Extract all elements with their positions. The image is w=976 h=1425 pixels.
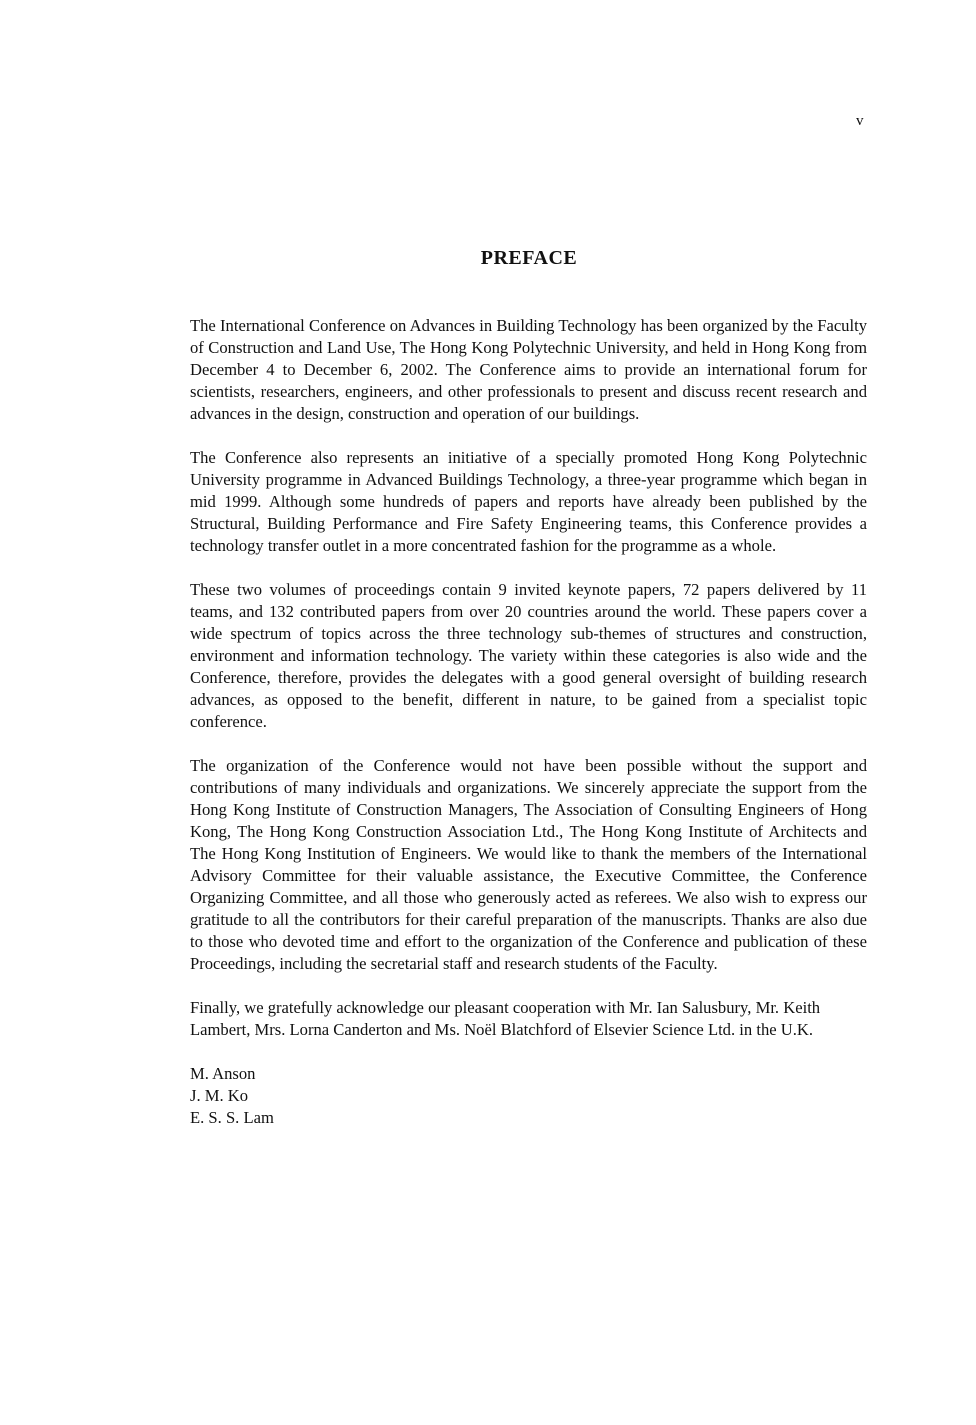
page-title: PREFACE: [480, 247, 578, 269]
page-number: v: [856, 113, 864, 129]
paragraph-proceedings-contents: These two volumes of proceedings contain 9 invited keynote papers, 72 papers delivered by 11 teams, and 132 contributed papers from over 20 countries around the world. These papers cover a wide spectrum of topics across the three technology sub-themes of structures and construction, environment and information technology. The variety within these categories is also wide and the Conference, therefore, provides the delegates with a good general oversight of building research advances, as opposed to the benefit, different in nature, to be gained from a specialist topic conference.: [190, 580, 867, 731]
paragraph-acknowledgements: The organization of the Conference would not have been possible without the support and contributions of many individuals and organizations. We sincerely appreciate the support from the Hong Kong Institute of Construction Managers, The Association of Consulting Engineers of Hong Kong, The Hong Kong Construction Association Ltd., The Hong Kong Institute of Architects and The Hong Kong Institution of Engineers. We would like to thank the members of the International Advisory Committee for their valuable assistance, the Executive Committee, the Conference Organizing Committee, and all those who generously acted as referees. We also wish to express our gratitude to all the contributors for their careful preparation of the manuscripts. Thanks are also due to those who devoted time and effort to the organization of the Conference and publication of these Proceedings, including the secretarial staff and research students of the Faculty.: [190, 756, 867, 973]
signatory-name: J. M. Ko: [190, 1086, 249, 1105]
paragraph-conference-overview: The International Conference on Advances in Building Technology has been organized by the Faculty of Construction and Land Use, The Hong Kong Polytechnic University, and held in Hong Kong from December 4 to December 6, 2002. The Conference aims to provide an international forum for scientists, researchers, engineers, and other professionals to present and discuss recent research and advances in the design, construction and operation of our buildings.: [190, 316, 867, 423]
signatory-list: [190, 1063, 867, 1129]
preface-body: [190, 315, 867, 1129]
paragraph-programme-initiative: The Conference also represents an initiative of a specially promoted Hong Kong Polytechnic University programme in Advanced Buildings Technology, a three-year programme which began in mid 1999. Although some hundreds of papers and reports have already been published by the Structural, Building Performance and Fire Safety Engineering teams, this Conference provides a technology transfer outlet in a more concentrated fashion for the programme as a whole.: [190, 448, 867, 555]
paragraph-closing: Finally, we gratefully acknowledge our pleasant cooperation with Mr. Ian Salusbury, Mr. Keith Lambert, Mrs. Lorna Canderton and Ms. Noël Blatchford of Elsevier Science Ltd. in the U.K.: [190, 998, 821, 1039]
signatory-name: E. S. S. Lam: [190, 1108, 274, 1127]
signatory-name: M. Anson: [190, 1064, 256, 1083]
